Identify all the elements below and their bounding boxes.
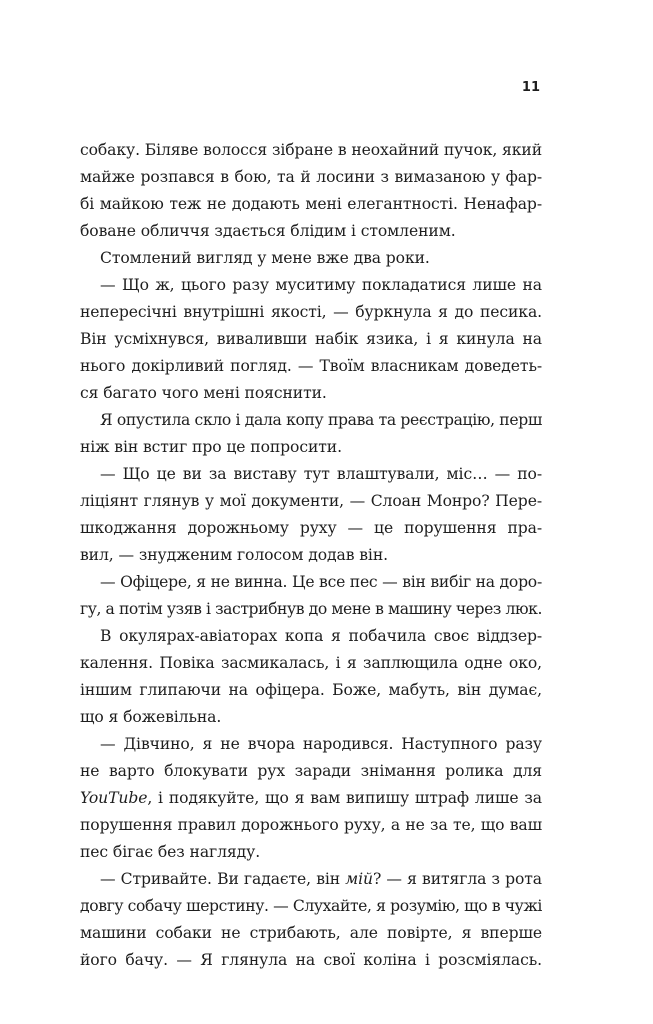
text-line: іншим глипаючи на офіцера. Боже, мабуть, він думає,: [80, 681, 542, 699]
text-line: — Офіцере, я не винна. Це все пес — він вибіг на доро-: [100, 573, 542, 591]
text-line: [80, 785, 542, 812]
italic-text: мій: [345, 870, 373, 888]
text-line: Він усміхнувся, виваливши набік язика, і я кинула на: [80, 330, 542, 348]
text-line: нього докірливий погляд. — Твоїм власникам доведеть-: [80, 357, 542, 375]
text-line: калення. Повіка засмикалась, і я заплющила одне око,: [80, 654, 542, 672]
text-line: ся багато чого мені пояснити.: [80, 384, 327, 402]
text-line: порушення правил дорожнього руху, а не за те, що ваш: [80, 816, 542, 834]
text-line: Стомлений вигляд у мене вже два роки.: [100, 249, 430, 267]
text-line: довгу собачу шерстину. — Слухайте, я розумію, що в чужі: [80, 897, 542, 915]
text-segment: , і подякуйте, що я вам випишу штраф лише за: [147, 789, 542, 807]
text-line: пес бігає без нагляду.: [80, 843, 261, 861]
text-line: — Що це ви за виставу тут влаштували, міс… — по-: [100, 465, 542, 483]
text-line: машини собаки не стрибають, але повірте, я вперше: [80, 924, 542, 942]
body-text: [80, 137, 542, 974]
text-line: гу, а потім узяв і застрибнув до мене в машину через люк.: [80, 600, 542, 618]
text-line: не варто блокувати рух заради знімання ролика для: [80, 762, 542, 780]
text-line: вил, — знудженим голосом додав він.: [80, 546, 388, 564]
text-line: боване обличчя здається блідим і стомленим.: [80, 222, 456, 240]
text-line: Я опустила скло і дала копу права та реєстрацію, перш: [100, 411, 542, 429]
text-segment: ? — я витягла з рота: [372, 870, 542, 888]
text-line: ліціянт глянув у мої документи, — Слоан Монро? Пере-: [80, 492, 542, 510]
page-number: 11: [521, 80, 540, 95]
text-line: шкоджання дорожньому руху — це порушення пра-: [80, 519, 542, 537]
text-line: бі майкою теж не додають мені елегантності. Ненафар-: [80, 195, 542, 213]
text-line: собаку. Біляве волосся зібране в неохайний пучок, який: [80, 141, 542, 159]
text-line: — Що ж, цього разу муситиму покладатися лише на: [100, 276, 542, 294]
text-line: В окулярах-авіаторах копа я побачила своє віддзер-: [100, 627, 542, 645]
text-line: ніж він встиг про це попросити.: [80, 438, 342, 456]
italic-text: YouTube: [80, 789, 148, 807]
text-line: непересічні внутрішні якості, — буркнула я до песика.: [80, 303, 542, 321]
text-line: — Дівчино, я не вчора народився. Наступного разу: [100, 735, 542, 753]
text-line: що я божевільна.: [80, 708, 222, 726]
text-line: майже розпався в бою, та й лосини з вимазаною у фар-: [80, 168, 542, 186]
text-line: його бачу. — Я глянула на свої коліна і розсміялась.: [80, 951, 542, 969]
text-segment: — Стривайте. Ви гадаєте, він: [100, 870, 346, 888]
text-line: [80, 866, 542, 893]
